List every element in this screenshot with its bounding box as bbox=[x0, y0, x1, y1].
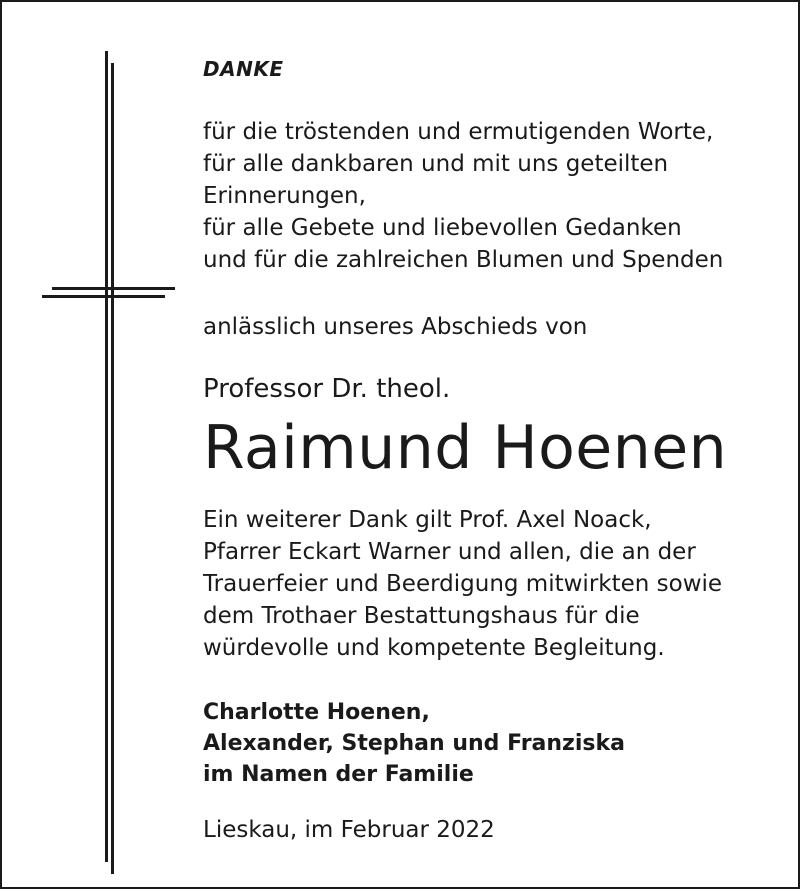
deceased-name: Raimund Hoenen bbox=[203, 413, 728, 483]
cross-vertical-bar bbox=[105, 51, 108, 862]
cross-horizontal-bar-shadow bbox=[42, 295, 165, 298]
further-thanks-line: dem Trothaer Bestattungshaus für die bbox=[203, 603, 640, 629]
further-thanks-line: Trauerfeier und Beerdigung mitwirkten sowie bbox=[203, 571, 723, 597]
thanks-line: Erinnerungen, bbox=[203, 183, 366, 209]
deceased-title: Professor Dr. theol. bbox=[203, 374, 451, 404]
place-date: Lieskau, im Februar 2022 bbox=[203, 817, 495, 843]
cross-icon bbox=[2, 2, 182, 891]
thanks-line: und für die zahlreichen Blumen und Spenden bbox=[203, 247, 724, 273]
thanks-paragraph bbox=[203, 116, 723, 276]
cross-horizontal-bar bbox=[52, 287, 175, 290]
occasion-text: anlässlich unseres Abschieds von bbox=[203, 314, 588, 340]
signature-block bbox=[203, 697, 625, 790]
signature-line: Alexander, Stephan und Franziska bbox=[203, 731, 625, 756]
signature-line: im Namen der Familie bbox=[203, 762, 474, 787]
further-thanks-paragraph bbox=[203, 504, 722, 664]
further-thanks-line: Ein weiterer Dank gilt Prof. Axel Noack, bbox=[203, 507, 652, 533]
further-thanks-line: würdevolle und kompetente Begleitung. bbox=[203, 635, 665, 661]
thanks-line: für alle dankbaren und mit uns geteilten bbox=[203, 151, 669, 177]
heading: DANKE bbox=[203, 57, 284, 81]
thanks-line: für die tröstenden und ermutigenden Worte, bbox=[203, 119, 714, 145]
further-thanks-line: Pfarrer Eckart Warner und allen, die an der bbox=[203, 539, 696, 565]
signature-line: Charlotte Hoenen, bbox=[203, 700, 430, 725]
cross-vertical-bar-shadow bbox=[111, 63, 114, 874]
thanks-line: für alle Gebete und liebevollen Gedanken bbox=[203, 215, 682, 241]
